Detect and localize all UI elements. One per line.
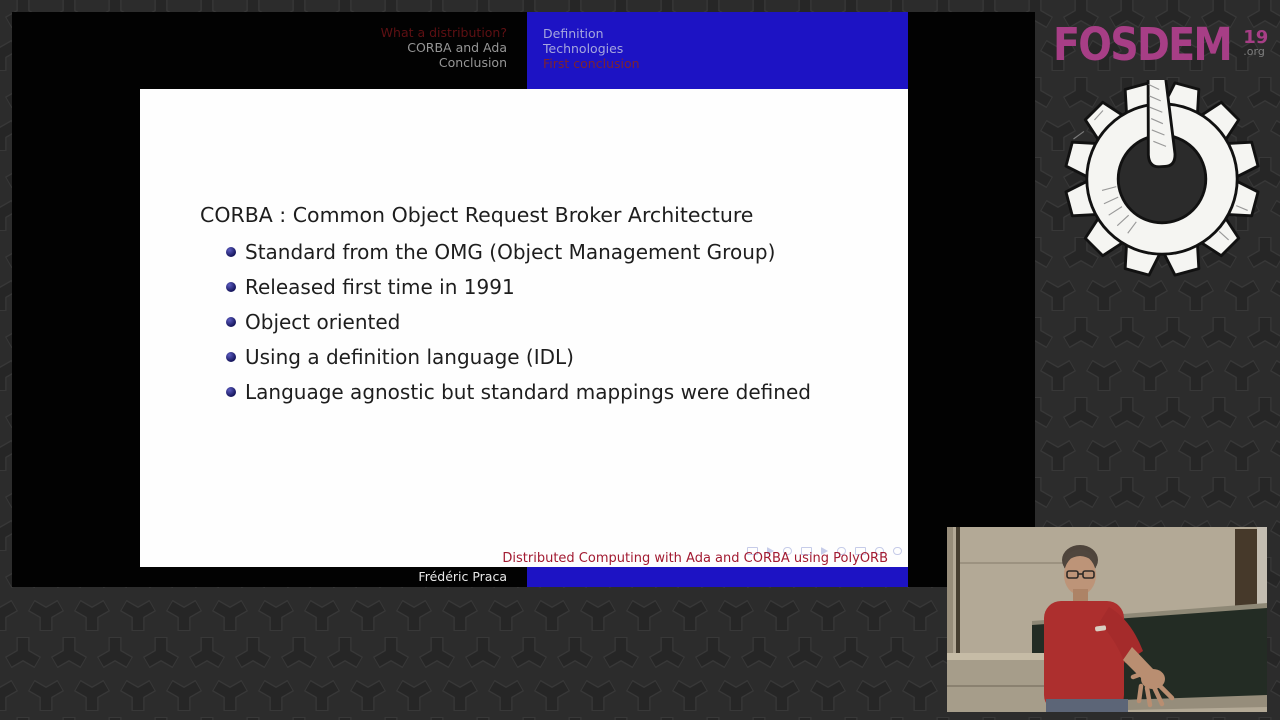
footline-right-segment [527,567,908,587]
slide-title: CORBA : Common Object Request Broker Architecture [200,203,754,227]
dark-doorway [1235,529,1257,611]
speaker-neck [1073,589,1088,602]
bullet-item [226,339,811,374]
picture-rail [960,562,1063,564]
bullet-icon [226,387,236,397]
bullet-item [226,234,811,269]
bullet-list [226,234,811,409]
bullet-text: Standard from the OMG (Object Management Group) [245,239,776,264]
talk-title: Distributed Computing with Ada and CORBA using PolyORB [502,551,888,566]
nav-section-what-a-distribution: What a distribution? [380,25,507,40]
fosdem-gear-logo-icon [1061,80,1263,278]
bullet-item [226,374,811,409]
bullet-item [226,269,811,304]
fosdem-year: 19 [1243,27,1269,48]
fosdem-logo-suffix [1243,24,1268,58]
fosdem-tld: .org [1243,45,1265,58]
bullet-item [226,304,811,339]
bullet-text: Language agnostic but standard mappings were defined [245,379,811,404]
nav-section-corba-and-ada: CORBA and Ada [407,40,507,55]
fosdem-logo [1053,18,1269,71]
slide [140,89,908,567]
wainscot-shadow-line [947,685,1047,687]
frame-line [956,527,960,667]
nav-subsection-technologies: Technologies [543,41,624,56]
slide-section-nav [12,12,527,89]
fosdem-wordmark: FOSDEM [1053,18,1232,71]
bullet-text: Using a definition language (IDL) [245,344,574,369]
bullet-text: Object oriented [245,309,401,334]
speaker-webcam [947,527,1267,712]
bullet-icon [226,352,236,362]
nav-symbol-forward-icon [893,547,902,555]
bullet-icon [226,317,236,327]
nav-subsection-first-conclusion: First conclusion [543,56,640,71]
nav-subsection-definition: Definition [543,26,604,41]
bullet-text: Released first time in 1991 [245,274,515,299]
bullet-icon [226,247,236,257]
slide-subsection-nav [527,12,908,89]
speaker-jeans [1046,699,1128,712]
bullet-icon [226,282,236,292]
slide-video-area [12,12,1035,587]
wainscot-rail [947,653,1047,660]
footline-author: Frédéric Praca [418,569,507,584]
nav-section-conclusion: Conclusion [438,55,507,70]
